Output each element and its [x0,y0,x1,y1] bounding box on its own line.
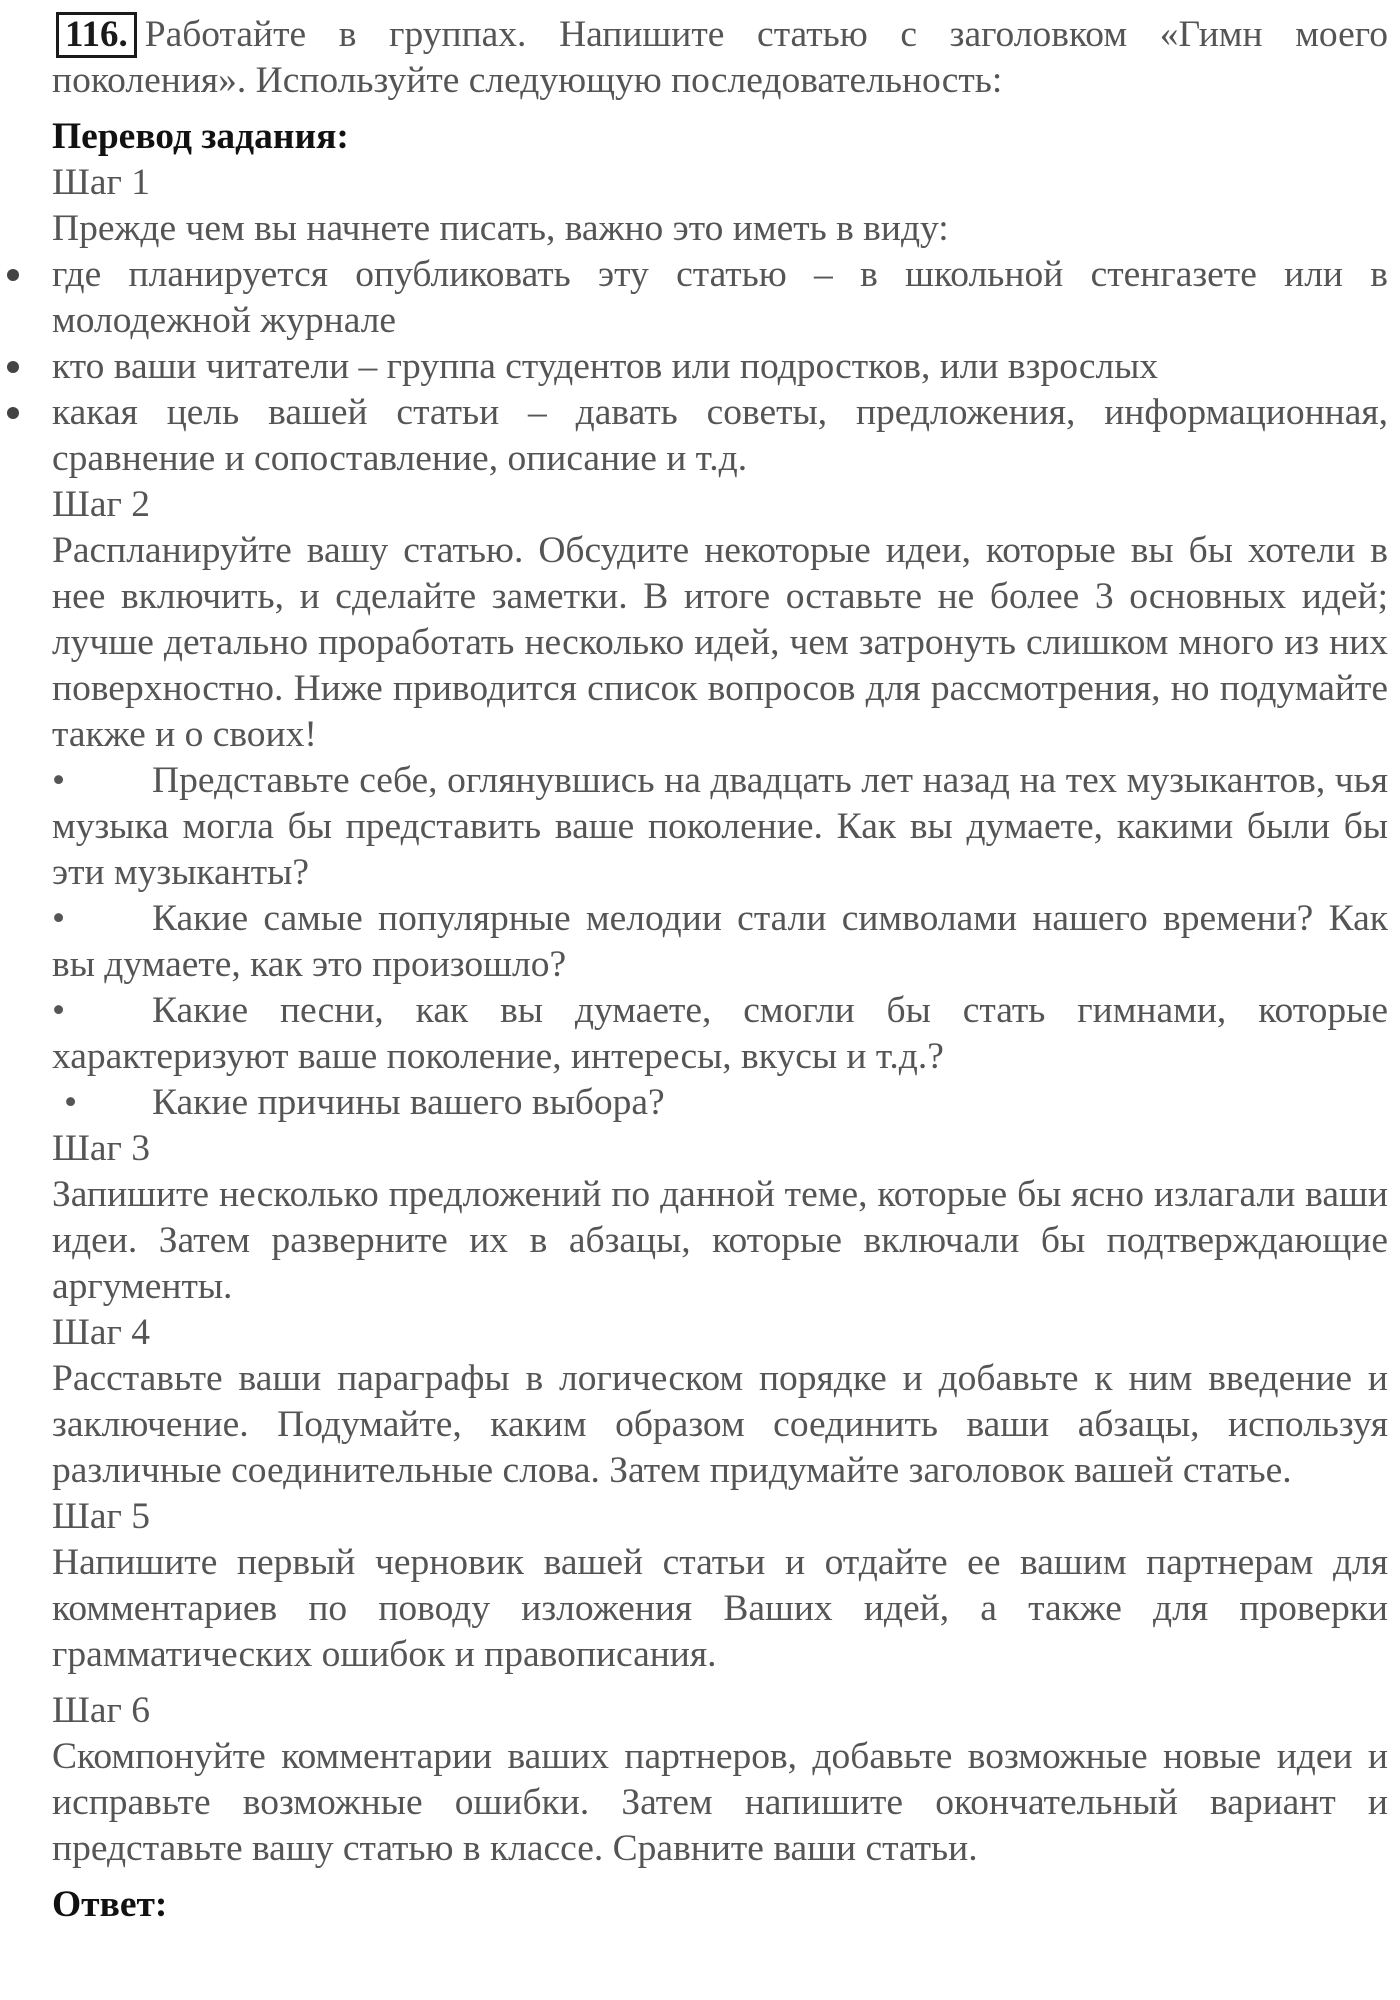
bullet-icon: • [64,1082,78,1123]
step3-title: Шаг 3 [52,1128,150,1169]
step1-item: кто ваши читатели – группа студентов или подростков, или взрослых [52,344,1388,390]
bullet-icon: • [52,760,66,801]
translation-heading: Перевод задания: [52,116,349,157]
step6-title: Шаг 6 [52,1690,150,1731]
step2-title: Шаг 2 [52,484,150,525]
step5-text: Напишите первый черновик вашей статьи и отдайте ее вашим партнерам для комментариев по поводу изложения Ваших идей, а также для проверки грамматических ошибок и правописания. [52,1542,1388,1675]
step6-text: Скомпонуйте комментарии ваших партнеров, добавьте возможные новые идеи и исправьте возможные ошибки. Затем напишите окончательный вариант и представьте вашу статью в классе. Сравните ваши статьи. [52,1736,1388,1869]
step2-question: • Какие причины вашего выбора? [52,1080,1388,1126]
bullet-icon: • [52,898,66,939]
answer-heading: Ответ: [52,1884,168,1925]
task-text: Работайте в группах. Напишите статью с заголовком «Гимн моего поколения». Используйте следующую последовательность: [52,14,1388,101]
step2-question: • Какие песни, как вы думаете, смогли бы стать гимнами, которые характеризуют ваше поколение, интересы, вкусы и т.д.? [52,990,1388,1077]
bullet-dot-icon [7,407,19,419]
step1-intro: Прежде чем вы начнете писать, важно это иметь в виду: [52,208,949,249]
bullet-icon: • [52,990,66,1031]
step1-item: где планируется опубликовать эту статью – в школьной стенгазете или в молодежной журнале [52,252,1388,344]
step1-list [52,252,1388,482]
step1-title: Шаг 1 [52,162,150,203]
step2-question: • Какие самые популярные мелодии стали символами нашего времени? Как вы думаете, как это произошло? [52,898,1388,985]
step1-item: какая цель вашей статьи – давать советы, предложения, информационная, сравнение и сопоставление, описание и т.д. [52,390,1388,482]
step3-text: Запишите несколько предложений по данной теме, которые бы ясно излагали ваши идеи. Затем разверните их в абзацы, которые включали бы подтверждающие аргументы. [52,1174,1388,1307]
step5-title: Шаг 5 [52,1496,150,1537]
step4-text: Расставьте ваши параграфы в логическом порядке и добавьте к ним введение и заключение. Подумайте, каким образом соединить ваши абзацы, используя различные соединительные слова. Затем придумайте заголовок вашей статье. [52,1358,1388,1491]
task-paragraph [52,12,1388,104]
bullet-dot-icon [7,269,19,281]
bullet-dot-icon [7,361,19,373]
document-page [52,0,1388,1928]
step4-title: Шаг 4 [52,1312,150,1353]
step2-question: • Представьте себе, оглянувшись на двадцать лет назад на тех музыкантов, чья музыка могла бы представить ваше поколение. Как вы думаете, какими были бы эти музыканты? [52,760,1388,893]
step2-text: Распланируйте вашу статью. Обсудите некоторые идеи, которые вы бы хотели в нее включить, и сделайте заметки. В итоге оставьте не более 3 основных идей; лучше детально проработать несколько идей, чем затронуть слишком много из них поверхностно. Ниже приводится список вопросов для рассмотрения, но подумайте также и о своих! [52,530,1388,755]
task-number-badge: 116. [56,12,137,58]
